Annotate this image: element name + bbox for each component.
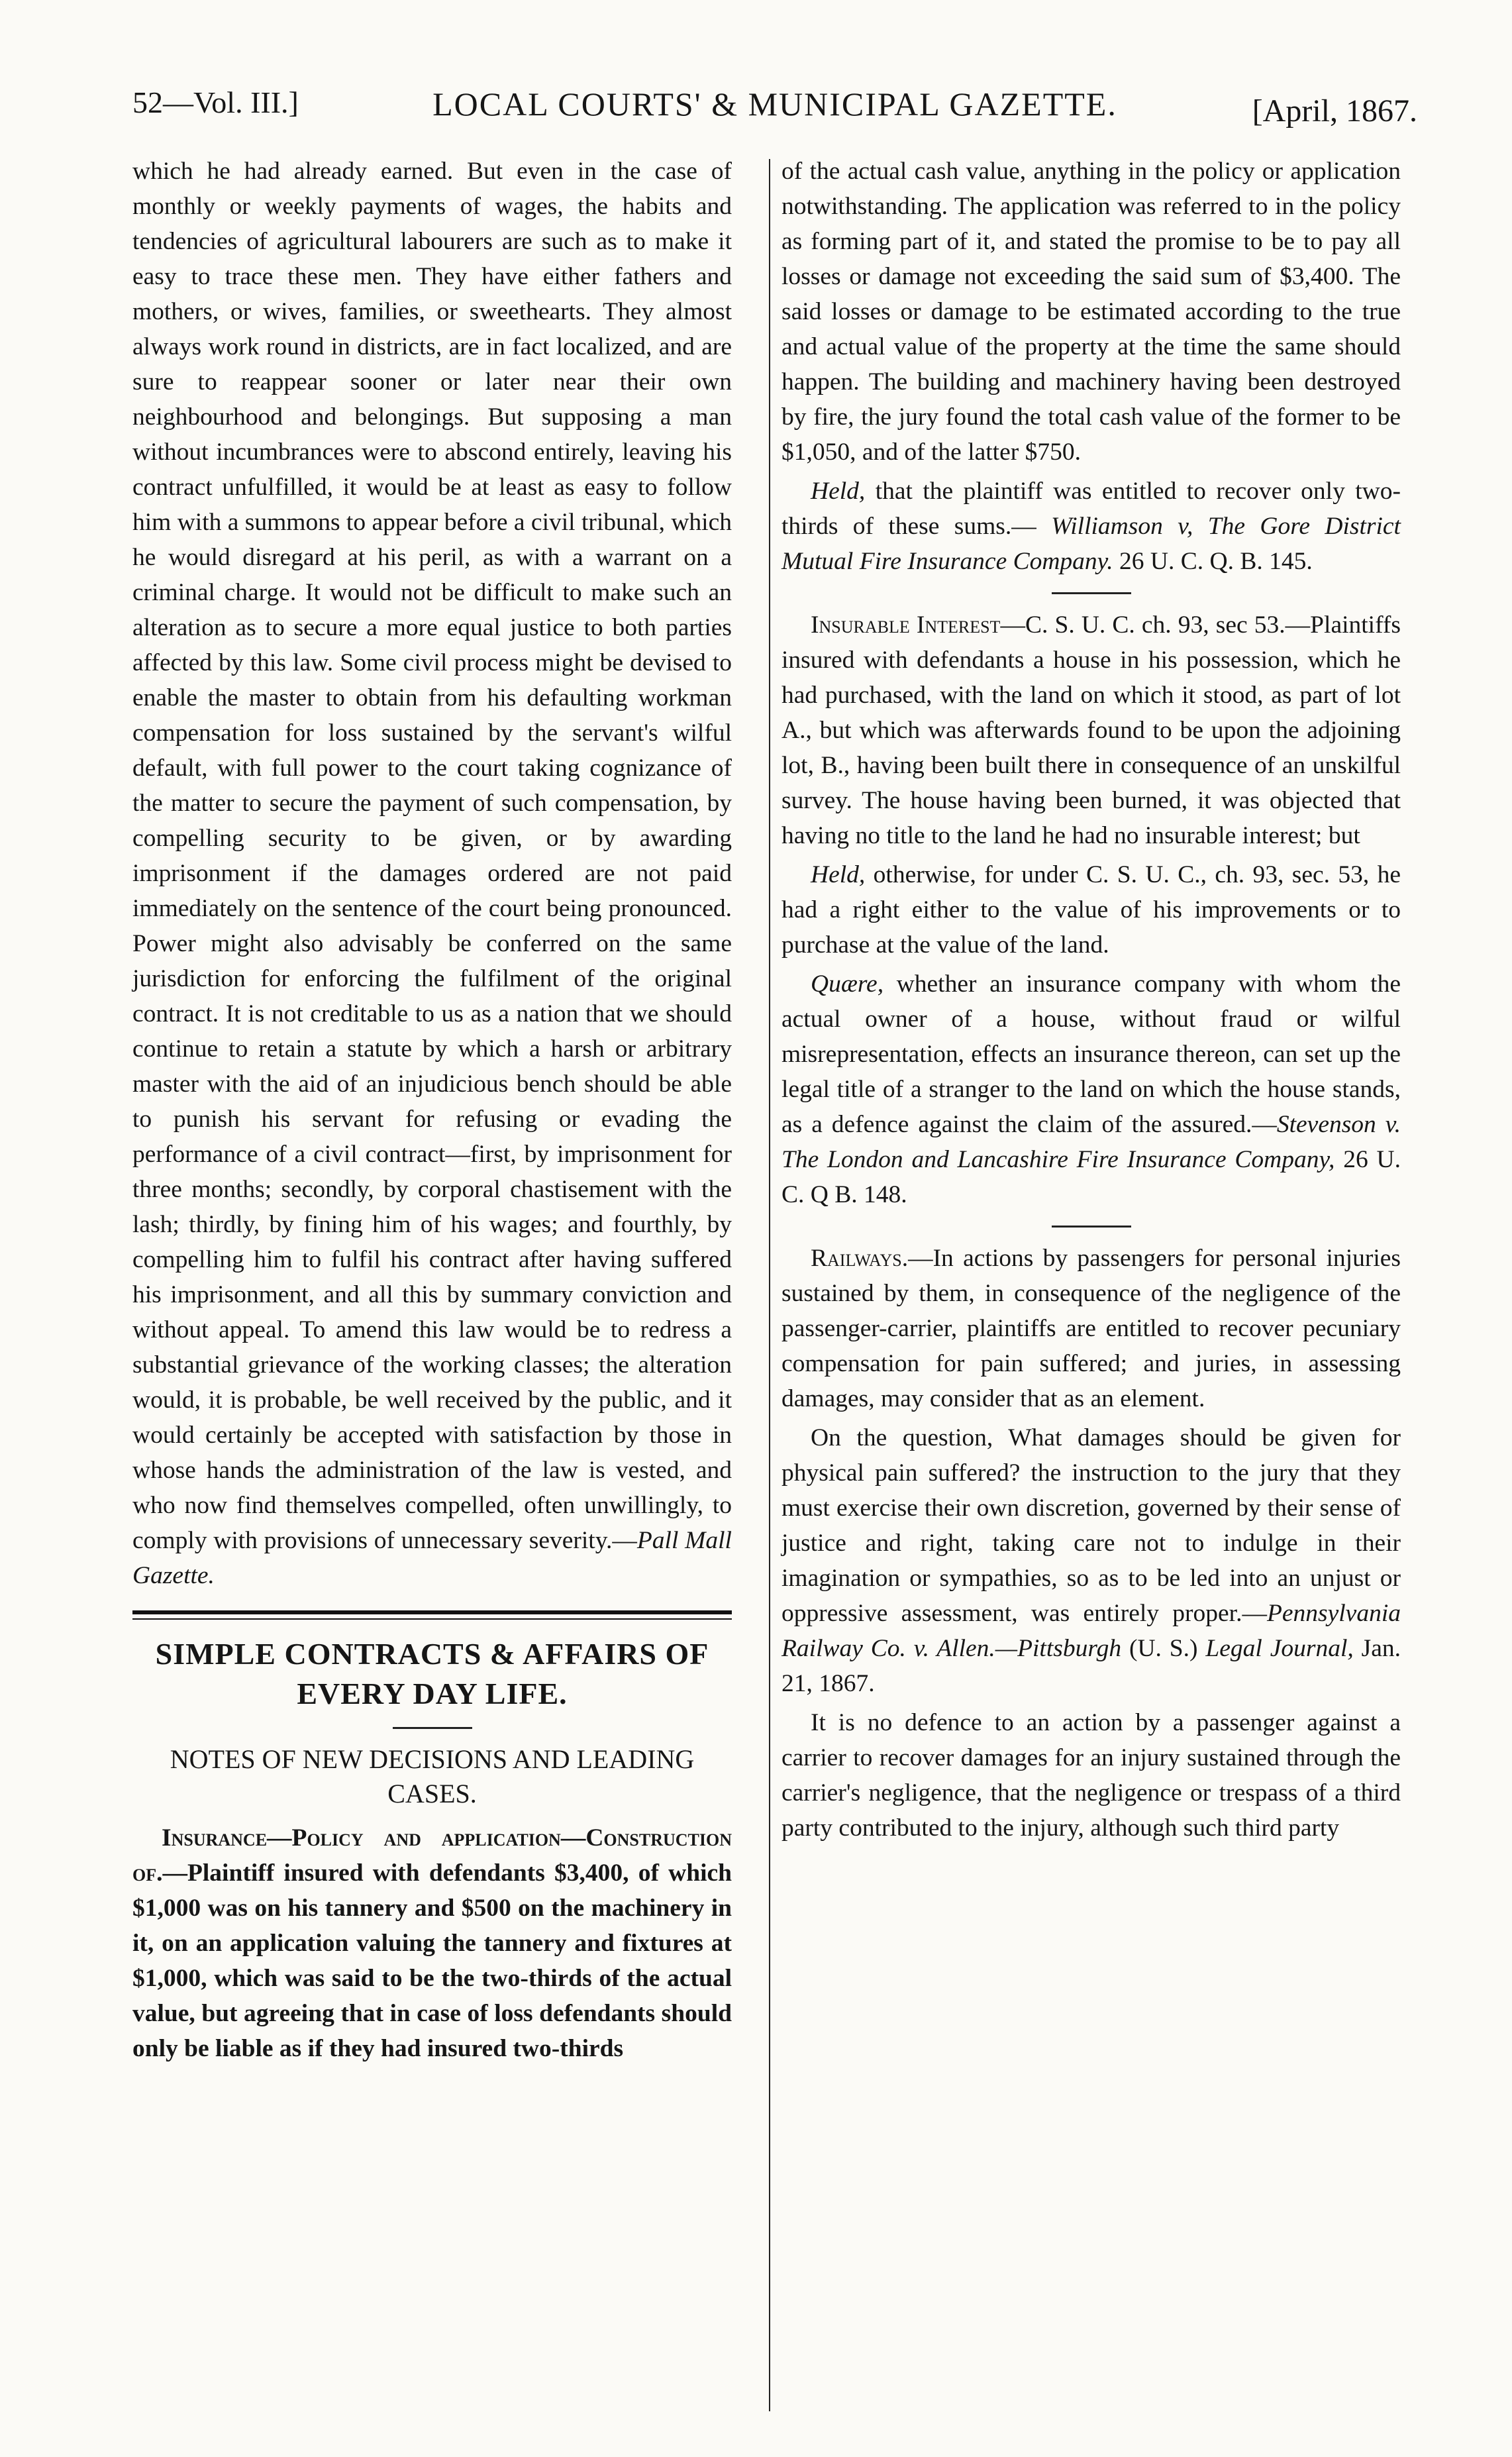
page-number: 52—Vol. III.] bbox=[132, 85, 299, 119]
case-railways: Railways.—In actions by passengers for personal injuries sustained by them, in consequence of the negligence of the passenger-carrier, plaintiffs are entitled to recover pecuniary compensation for pain suffered; and juries, in assessing damages, may consider that as an element. bbox=[781, 1245, 1401, 1412]
subsection-title: NOTES OF NEW DECISIONS AND LEADING CASES. bbox=[170, 1744, 695, 1808]
column-divider bbox=[769, 159, 770, 2411]
case-quaere: Quære, whether an insurance company with whom the actual owner of a house, without fraud or wilful misrepresentation, effects an insurance thereon, can set up the legal title of a stranger to the land on which the house stands, as a defence against the claim of the assured.—Stevenson v. The London and Lancashire Fire Insurance Company, 26 U. C. Q B. 148. bbox=[781, 970, 1401, 1208]
article-continuation: which he had already earned. But even in the case of monthly or weekly payments of wages, the habits and tendencies of agricultural labourers are such as to make it easy to trace these men. They have either fathers and mothers, or wives, families, or sweethearts. They almost always work round in districts, are in fact localized, and are sure to reappear sooner or later near their own neighbourhood and belongings. But supposing a man without incumbrances were to abscond entirely, leaving his contract unfulfilled, it would be at least as easy to follow him with a summons to appear before a civil tribunal, which he would disregard at his peril, as with a warrant on a criminal charge. It would not be difficult to make such an alteration as to secure a more equal justice to both parties affected by this law. Some civil process might be devised to enable the master to obtain from his defaulting workman compensation for loss sustained by the servant's wilful default, with full power to the court taking cognizance of the matter to secure the payment of such compensation, by compelling security to be given, or by awarding imprisonment if the damages ordered are not paid immediately on the sentence of the court being pronounced. Power might also advisably be conferred on the same jurisdiction for enforcing the fulfilment of the original contract. It is not creditable to us as a nation that we should continue to retain a statute by which a harsh or arbitrary master with the aid of an injudicious bench should be able to punish his servant for refusing or evading the performance of a civil contract—first, by imprisonment for three months; secondly, by corporal chastisement with the lash; thirdly, by fining him of his wages; and fourthly, by compelling him to fulfil his contract after having suffered his imprisonment, and all this by summary conviction and without appeal. To amend this law would be to redress a substantial grievance of the working classes; the alteration would, it is probable, be well received by the public, and it would certainly be accepted with satisfaction by those in whose hands the administration of the law is vested, and who now find themselves compelled, often unwillingly, to comply with provisions of unnecessary severity.—Pall Mall Gazette. bbox=[132, 158, 732, 1589]
case-citation: Williamson v, The Gore District Mutual Fire Insurance Company. bbox=[781, 513, 1401, 575]
short-divider bbox=[1052, 1226, 1131, 1228]
short-divider bbox=[1052, 592, 1131, 594]
case-citation: Stevenson v. The London and Lancashire Fire Insurance Company, bbox=[781, 1111, 1401, 1173]
short-divider bbox=[393, 1727, 472, 1729]
case-holding: Held, that the plaintiff was entitled to recover only two-thirds of these sums.— Williamson v, The Gore District Mutual Fire Insurance Company. 26 U. C. Q. B. 145. bbox=[781, 478, 1401, 575]
case-heading: Railways bbox=[811, 1245, 902, 1272]
case-heading: Insurable Interest bbox=[811, 611, 1001, 639]
case-insurance-continued: of the actual cash value, anything in the policy or application notwithstanding. The application was referred to in the policy as forming part of it, and stated the promise to be to pay all losses or damage not exceeding the said sum of $3,400. The said losses or damage to be estimated according to the true and actual value of the property at the time the same should happen. The building and machinery having been destroyed by fire, the jury found the total cash value of the former to be $1,050, and of the latter $750. bbox=[781, 158, 1401, 466]
case-damages-question: On the question, What damages should be given for physical pain suffered? the instruction to the jury that they must exercise their own discretion, governed by their sense of justice and right, taking care not to indulge in their imagination or sympathies, so as to be led into an unjust or oppressive assessment, was entirely proper.—Pennsylvania Railway Co. v. Allen.—Pittsburgh (U. S.) Legal Journal, Jan. 21, 1867. bbox=[781, 1424, 1401, 1697]
article-source: Pall Mall Gazette. bbox=[132, 1527, 732, 1589]
right-column bbox=[781, 154, 1401, 1850]
case-holding: Held, otherwise, for under C. S. U. C., ch. 93, sec. 53, he had a right either to the value of his improvements or to purchase at the value of the land. bbox=[781, 861, 1401, 959]
case-citation: Pennsylvania Railway Co. v. Allen.—Pittsburgh bbox=[781, 1600, 1401, 1662]
case-insurable-interest: Insurable Interest—C. S. U. C. ch. 93, sec 53.—Plaintiffs insured with defendants a house in his possession, which he had purchased, with the land on which it stood, as part of lot A., but which was afterwards found to be upon the adjoining lot, B., having been built there in consequence of an unskilful survey. The house having been burned, it was objected that having no title to the land he had no insurable interest; but bbox=[781, 611, 1401, 849]
case-heading: Insurance—Policy and application—Construction of. bbox=[132, 1824, 732, 1887]
section-divider bbox=[132, 1610, 732, 1620]
case-third-party: It is no defence to an action by a passenger against a carrier to recover damages for an injury sustained through the carrier's negligence, that the negligence or trespass of a third party contributed to the injury, although such third party bbox=[781, 1709, 1401, 1842]
section-title: SIMPLE CONTRACTS & AFFAIRS OF EVERY DAY LIFE. bbox=[155, 1637, 709, 1710]
issue-date: [April, 1867. bbox=[1252, 93, 1417, 129]
publication-title: LOCAL COURTS' & MUNICIPAL GAZETTE. bbox=[432, 85, 1117, 123]
left-column bbox=[132, 154, 732, 2070]
page-header bbox=[132, 85, 1417, 138]
case-insurance-policy: Insurance—Policy and application—Construction of.—Plaintiff insured with defendants $3,400, of which $1,000 was on his tannery and $500 on the machinery in it, on an application valuing the tannery and fixtures at $1,000, which was said to be the two-thirds of the actual value, but agreeing that in case of loss defendants should only be liable as if they had insured two-thirds bbox=[132, 1824, 732, 2062]
